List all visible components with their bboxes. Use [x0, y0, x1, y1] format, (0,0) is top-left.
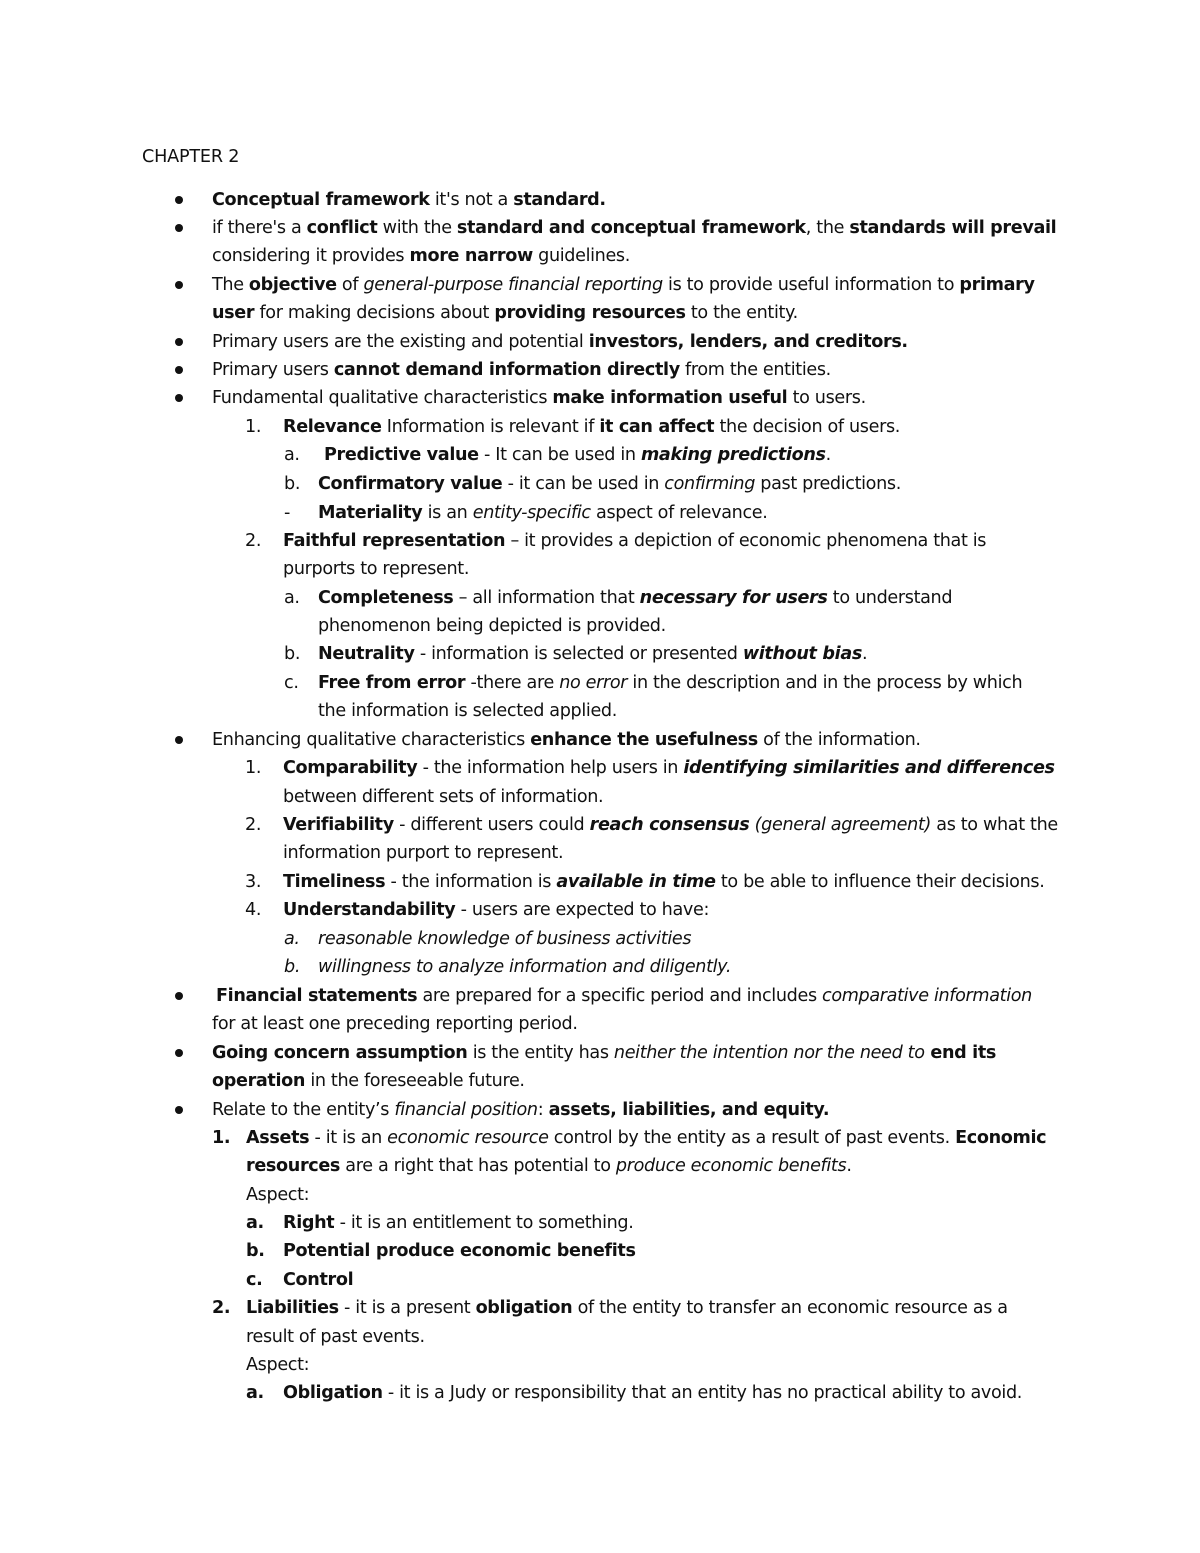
bullet-objective-line2: user for making decisions about providing resources to the entity.: [212, 303, 798, 323]
item-free-from-error-line2: the information is selected applied.: [318, 701, 617, 721]
list-marker: 2.: [212, 1298, 231, 1318]
bullet-primary-users: Primary users are the existing and potential investors, lenders, and creditors.: [212, 332, 908, 352]
item-completeness-line1: Completeness – all information that necessary for users to understand: [318, 588, 953, 608]
item-timeliness: Timeliness - the information is available in time to be able to influence their decisions.: [283, 872, 1045, 892]
item-completeness-line2: phenomenon being depicted is provided.: [318, 616, 666, 636]
list-marker: 2.: [245, 815, 262, 835]
list-marker: 1.: [245, 417, 262, 437]
item-potential-benefits: Potential produce economic benefits: [283, 1241, 636, 1261]
bullet-dot: [175, 736, 183, 744]
bullet-going-concern-line1: Going concern assumption is the entity has neither the intention nor the need to end its: [212, 1043, 997, 1063]
list-marker: b.: [284, 474, 301, 494]
item-verifiability-line2: information purport to represent.: [283, 843, 564, 863]
item-assets-aspect: Aspect:: [246, 1185, 310, 1205]
list-marker: a.: [284, 929, 300, 949]
list-marker: b.: [284, 957, 301, 977]
list-marker: 2.: [245, 531, 262, 551]
list-marker: b.: [284, 644, 301, 664]
bullet-dot: [175, 1106, 183, 1114]
item-neutrality: Neutrality - information is selected or presented without bias.: [318, 644, 868, 664]
bullet-financial-position: Relate to the entity’s financial position: assets, liabilities, and equity.: [212, 1100, 830, 1120]
item-liabilities-line1: Liabilities - it is a present obligation of the entity to transfer an economic resource as a: [246, 1298, 1008, 1318]
list-marker: c.: [246, 1270, 263, 1290]
item-free-from-error-line1: Free from error -there are no error in the description and in the process by which: [318, 673, 1023, 693]
bullet-conflict-line2: considering it provides more narrow guidelines.: [212, 246, 630, 266]
item-materiality: Materiality is an entity-specific aspect of relevance.: [318, 503, 768, 523]
bullet-dot: [175, 338, 183, 346]
list-marker: a.: [284, 445, 300, 465]
bullet-dot: [175, 992, 183, 1000]
item-assets-line1: Assets - it is an economic resource control by the entity as a result of past events. Economic: [246, 1128, 1047, 1148]
list-marker: 3.: [245, 872, 262, 892]
item-assets-line2: resources are a right that has potential to produce economic benefits.: [246, 1156, 852, 1176]
item-faithful-line2: purports to represent.: [283, 559, 470, 579]
bullet-dot: [175, 281, 183, 289]
list-marker: a.: [284, 588, 300, 608]
bullet-conceptual-framework: Conceptual framework it's not a standard.: [212, 190, 606, 210]
item-faithful-line1: Faithful representation – it provides a depiction of economic phenomena that is: [283, 531, 987, 551]
item-predictive-value: Predictive value - It can be used in making predictions.: [324, 445, 831, 465]
bullet-going-concern-line2: operation in the foreseeable future.: [212, 1071, 525, 1091]
item-obligation: Obligation - it is a Judy or responsibility that an entity has no practical ability to avoid.: [283, 1383, 1022, 1403]
bullet-dot: [175, 1049, 183, 1057]
list-marker: a.: [246, 1213, 264, 1233]
bullet-financial-statements-line2: for at least one preceding reporting period.: [212, 1014, 578, 1034]
list-marker: b.: [246, 1241, 265, 1261]
bullet-dot: [175, 366, 183, 374]
bullet-objective-line1: The objective of general-purpose financial reporting is to provide useful information to primary: [212, 275, 1035, 295]
list-marker: a.: [246, 1383, 264, 1403]
item-willingness: willingness to analyze information and diligently.: [318, 957, 732, 977]
bullet-dot: [175, 394, 183, 402]
item-verifiability-line1: Verifiability - different users could reach consensus (general agreement) as to what the: [283, 815, 1058, 835]
bullet-dot: [175, 196, 183, 204]
item-right: Right - it is an entitlement to something.: [283, 1213, 634, 1233]
item-confirmatory-value: Confirmatory value - it can be used in confirming past predictions.: [318, 474, 901, 494]
item-comparability-line1: Comparability - the information help users in identifying similarities and differences: [283, 758, 1055, 778]
list-marker: 1.: [212, 1128, 231, 1148]
item-reasonable-knowledge: reasonable knowledge of business activities: [318, 929, 692, 949]
bullet-conflict-line1: if there's a conflict with the standard and conceptual framework, the standards will prevail: [212, 218, 1057, 238]
list-marker: c.: [284, 673, 299, 693]
list-marker: 4.: [245, 900, 262, 920]
item-liabilities-aspect: Aspect:: [246, 1355, 310, 1375]
item-understandability: Understandability - users are expected to have:: [283, 900, 710, 920]
item-relevance: Relevance Information is relevant if it can affect the decision of users.: [283, 417, 901, 437]
list-marker: 1.: [245, 758, 262, 778]
bullet-dot: [175, 224, 183, 232]
bullet-financial-statements-line1: Financial statements are prepared for a specific period and includes comparative information: [216, 986, 1032, 1006]
chapter-title: CHAPTER 2: [142, 147, 240, 167]
list-marker: -: [284, 503, 290, 523]
bullet-cannot-demand: Primary users cannot demand information directly from the entities.: [212, 360, 831, 380]
item-liabilities-line2: result of past events.: [246, 1327, 425, 1347]
bullet-enhancing: Enhancing qualitative characteristics enhance the usefulness of the information.: [212, 730, 921, 750]
item-comparability-line2: between different sets of information.: [283, 787, 604, 807]
item-control: Control: [283, 1270, 354, 1290]
bullet-fundamental: Fundamental qualitative characteristics make information useful to users.: [212, 388, 866, 408]
